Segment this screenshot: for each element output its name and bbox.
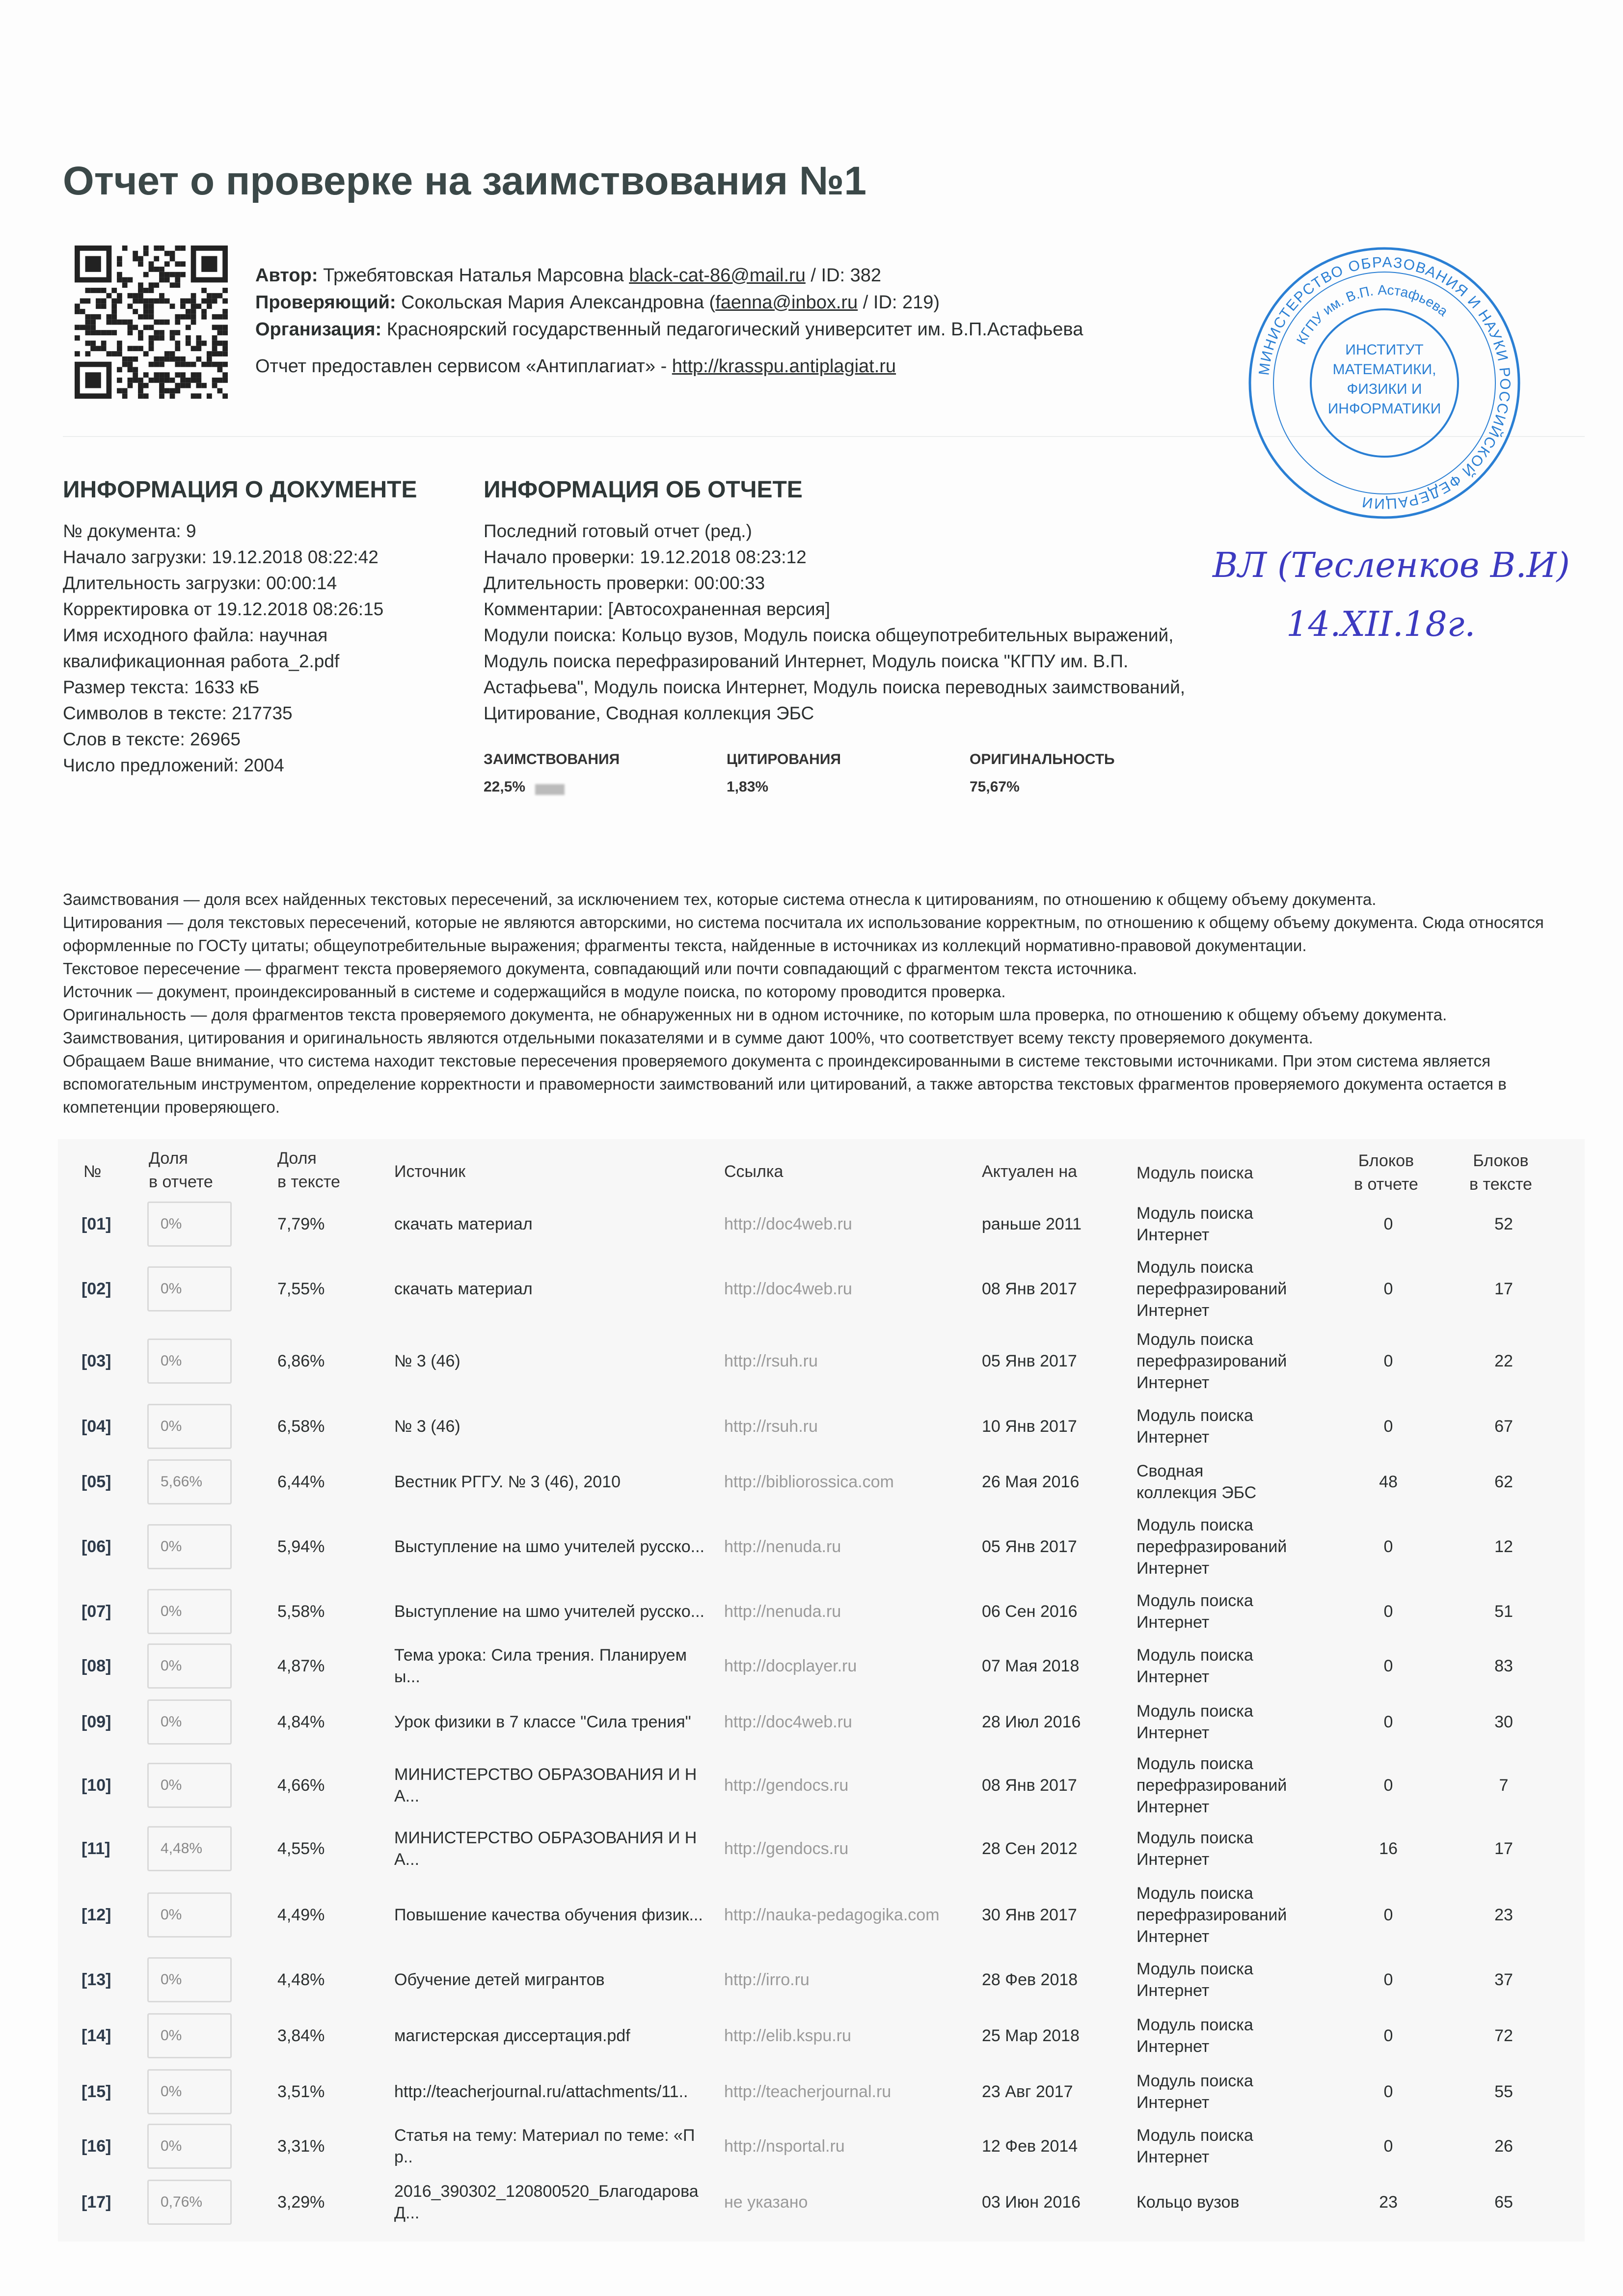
share-in-text: 6,86% [277, 1352, 325, 1370]
actual-date: 23 Авг 2017 [982, 2082, 1073, 2101]
table-row [58, 1582, 1585, 1641]
search-module: Модуль поиска Интернет [1136, 1829, 1253, 1869]
table-row [58, 1637, 1585, 1695]
row-number: [07] [81, 1602, 111, 1621]
share-in-text: 6,58% [277, 1417, 325, 1436]
actual-date: 28 Сен 2012 [982, 1839, 1078, 1858]
blocks-in-report: 23 [1379, 2193, 1398, 2212]
source-title[interactable]: МИНИСТЕРСТВО ОБРАЗОВАНИЯ И НА... [394, 1765, 697, 1805]
blocks-in-text: 7 [1499, 1776, 1509, 1795]
share-in-text: 6,44% [277, 1473, 325, 1491]
source-title[interactable]: http://teacherjournal.ru/attachments/11.. [394, 2082, 688, 2101]
handwritten-date: 14.XII.18г. [1286, 604, 1476, 644]
source-link[interactable]: http://nenuda.ru [724, 1602, 841, 1621]
share-in-text: 3,84% [277, 2026, 325, 2045]
share-in-text: 4,48% [277, 1970, 325, 1989]
doc-info-line: Символов в тексте: 217735 [63, 703, 293, 723]
source-link[interactable]: http://doc4web.ru [724, 1713, 852, 1731]
author-email-link[interactable]: black-cat-86@mail.ru [629, 265, 806, 286]
source-title[interactable]: Тема урока: Сила трения. Планируемы... [394, 1646, 687, 1686]
source-title[interactable]: Обучение детей мигрантов [394, 1970, 605, 1989]
row-number: [09] [81, 1713, 111, 1731]
doc-info-line: Длительность загрузки: 00:00:14 [63, 573, 337, 593]
table-row [58, 2062, 1585, 2121]
stamp-center-line: ИНФОРМАТИКИ [1327, 401, 1441, 417]
actual-date: 06 Сен 2016 [982, 1602, 1078, 1621]
share-in-report: 0% [147, 2069, 232, 2114]
share-in-report: 0% [147, 1339, 232, 1384]
blocks-in-text: 67 [1494, 1417, 1513, 1436]
table-row [58, 2173, 1585, 2232]
source-link[interactable]: http://doc4web.ru [724, 1280, 852, 1298]
share-in-text: 5,94% [277, 1537, 325, 1556]
actual-date: 05 Янв 2017 [982, 1352, 1077, 1370]
stat-bar [535, 784, 565, 795]
row-number: [10] [81, 1776, 111, 1795]
stamp-center-line: ИНСТИТУТ [1345, 342, 1424, 358]
source-link[interactable]: http://teacherjournal.ru [724, 2082, 892, 2101]
institute-stamp [1247, 246, 1522, 520]
col-blocks-report [1354, 1149, 1418, 1196]
table-row [58, 1332, 1585, 1391]
share-in-report: 0,76% [147, 2180, 232, 2225]
share-in-text: 5,58% [277, 1602, 325, 1621]
search-module: Модуль поиска Интернет [1136, 1646, 1253, 1686]
source-title[interactable]: Выступление на шмо учителей русско... [394, 1537, 705, 1556]
row-number: [16] [81, 2137, 111, 2156]
col-num: № [83, 1162, 102, 1181]
qr-code [75, 246, 228, 399]
definitions [63, 888, 1595, 1119]
row-number: [03] [81, 1352, 111, 1370]
header-line: Блоков [1358, 1151, 1414, 1170]
blocks-in-report: 0 [1383, 2082, 1393, 2101]
author-label: Автор: [255, 265, 318, 286]
report-info-line: Астафьева", Модуль поиска Интернет, Модуль поиска переводных заимствований, [484, 677, 1186, 697]
source-link[interactable]: http://irro.ru [724, 1970, 810, 1989]
share-in-report: 0% [147, 1957, 232, 2002]
source-link[interactable]: http://rsuh.ru [724, 1417, 818, 1436]
blocks-in-report: 0 [1383, 1352, 1393, 1370]
blocks-in-report: 0 [1383, 1713, 1393, 1731]
blocks-in-report: 0 [1383, 1602, 1393, 1621]
org-name: Красноярский государственный педагогический университет им. В.П.Астафьева [386, 319, 1083, 340]
stat-label: ЗАИМСТВОВАНИЯ [484, 751, 620, 767]
service-url-link[interactable]: http://krasspu.antiplagiat.ru [672, 356, 896, 377]
doc-info-line: Число предложений: 2004 [63, 755, 284, 775]
blocks-in-text: 52 [1494, 1215, 1513, 1233]
search-module: Модуль поиска перефразирований Интернет [1136, 1330, 1287, 1392]
share-in-report: 0% [147, 2013, 232, 2058]
stamp-outer-text: МИНИСТЕРСТВО ОБРАЗОВАНИЯ И НАУКИ РОССИЙСКОЙ ФЕДЕРАЦИИ [1256, 254, 1514, 512]
col-source: Источник [394, 1162, 466, 1181]
col-actual: Актуален на [982, 1162, 1078, 1181]
stamp-inner-text: КГПУ им. В.П. Астафьева [1293, 282, 1451, 347]
reviewer-line [255, 292, 940, 313]
report-info-list [484, 518, 1185, 726]
blocks-in-text: 65 [1494, 2193, 1513, 2212]
search-module: Сводная коллекция ЭБС [1136, 1462, 1257, 1502]
author-line [255, 265, 881, 286]
share-in-report: 4,48% [147, 1826, 232, 1871]
doc-info-line: Слов в тексте: 26965 [63, 729, 241, 749]
doc-info-heading: ИНФОРМАЦИЯ О ДОКУМЕНТЕ [63, 477, 417, 503]
org-label: Организация: [255, 319, 382, 340]
table-row [58, 1756, 1585, 1815]
col-module: Модуль поиска [1136, 1164, 1253, 1182]
blocks-in-text: 17 [1494, 1280, 1513, 1298]
definition-paragraph: Текстовое пересечение — фрагмент текста проверяемого документа, совпадающий или почти совпадающий с фрагментом текста источника. [63, 959, 1137, 978]
blocks-in-text: 37 [1494, 1970, 1513, 1989]
search-module: Модуль поиска Интернет [1136, 1204, 1253, 1244]
share-in-text: 3,31% [277, 2137, 325, 2156]
author-name: Тржебятовская Наталья Марсовна [323, 265, 624, 286]
search-module: Модуль поиска перефразирований Интернет [1136, 1516, 1287, 1578]
doc-info-line: Имя исходного файла: научная [63, 625, 328, 645]
doc-info-list [63, 518, 383, 778]
search-module: Модуль поиска Интернет [1136, 1960, 1253, 2000]
source-title[interactable]: Урок физики в 7 классе "Сила трения" [394, 1713, 691, 1731]
share-in-report: 5,66% [147, 1459, 232, 1504]
source-title[interactable]: Статья на тему: Материал по теме: «Пр.. [394, 2126, 695, 2166]
blocks-in-report: 0 [1383, 1215, 1393, 1233]
share-in-report: 0% [147, 1589, 232, 1634]
blocks-in-report: 16 [1379, 1839, 1398, 1858]
source-title[interactable]: скачать материал [394, 1280, 533, 1298]
search-module: Модуль поиска Интернет [1136, 2126, 1253, 2166]
share-in-report: 0% [147, 1266, 232, 1312]
col-share-report [149, 1147, 213, 1194]
stat-value: 75,67% [970, 779, 1020, 795]
share-in-text: 7,79% [277, 1215, 325, 1233]
author-id: / ID: 382 [811, 265, 882, 286]
stat-value: 1,83% [727, 779, 769, 795]
stat-value: 22,5% [484, 779, 526, 795]
blocks-in-text: 30 [1494, 1713, 1513, 1731]
search-module: Модуль поиска перефразирований Интернет [1136, 1258, 1287, 1320]
actual-date: 30 Янв 2017 [982, 1906, 1077, 1924]
report-info-line: Комментарии: [Автосохраненная версия] [484, 599, 830, 619]
definition-paragraph: Источник — документ, проиндексированный в системе и содержащийся в модуле поиска, по которому проводится проверка. [63, 983, 1006, 1001]
source-title[interactable]: № 3 (46) [394, 1417, 460, 1436]
reviewer-email-link[interactable]: faenna@inbox.ru [715, 292, 858, 313]
report-info-line: Начало проверки: 19.12.2018 08:23:12 [484, 547, 807, 567]
search-module: Модуль поиска Интернет [1136, 1406, 1253, 1447]
report-info-line: Модули поиска: Кольцо вузов, Модуль поиска общеупотребительных выражений, [484, 625, 1174, 645]
report-info-line: Модуль поиска перефразирований Интернет, Модуль поиска "КГПУ им. В.П. [484, 651, 1129, 671]
definition-paragraph: Заимствования — доля всех найденных текстовых пересечений, за исключением тех, которые система отнесла к цитированиям, по отношению к общему объему документа. [63, 890, 1377, 908]
share-in-text: 3,29% [277, 2193, 325, 2212]
row-number: [15] [81, 2082, 111, 2101]
report-info-line: Цитирование, Сводная коллекция ЭБС [484, 703, 814, 723]
source-title[interactable]: 2016_390302_120800520_БлагодароваД... [394, 2182, 699, 2222]
share-in-text: 4,66% [277, 1776, 325, 1795]
blocks-in-report: 0 [1383, 1417, 1393, 1436]
col-blocks-text [1469, 1149, 1532, 1196]
blocks-in-text: 17 [1494, 1839, 1513, 1858]
share-in-report: 0% [147, 1404, 232, 1449]
search-module: Модуль поиска Интернет [1136, 1591, 1253, 1632]
blocks-in-text: 72 [1494, 2026, 1513, 2045]
stat-label: ОРИГИНАЛЬНОСТЬ [970, 751, 1115, 767]
row-number: [13] [81, 1970, 111, 1989]
actual-date: 28 Июл 2016 [982, 1713, 1081, 1731]
table-row [58, 1452, 1585, 1511]
share-in-report: 0% [147, 1524, 232, 1569]
blocks-in-report: 0 [1383, 2026, 1393, 2045]
handwritten-signature: ВЛ (Тесленков В.И) [1213, 545, 1570, 585]
source-title[interactable]: магистерская диссертация.pdf [394, 2026, 630, 2045]
source-link[interactable]: http://nsportal.ru [724, 2137, 845, 2156]
share-in-text: 4,84% [277, 1713, 325, 1731]
source-link[interactable]: http://docplayer.ru [724, 1657, 857, 1675]
source-link[interactable]: http://nenuda.ru [724, 1537, 841, 1556]
definition-paragraph: Обращаем Ваше внимание, что система находит текстовые пересечения проверяемого документа с проиндексированными в системе текстовыми источниками. При этом система является вспомогательным инструментом, определение корректности и правомерности заимствований или цитирований, а также авторства текстовых фрагментов проверяемого документа остается в компетенции проверяющего. [63, 1052, 1507, 1116]
search-module: Модуль поиска перефразирований Интернет [1136, 1884, 1287, 1946]
source-link[interactable]: http://nauka-pedagogika.com [724, 1906, 940, 1924]
table-row [58, 2006, 1585, 2065]
actual-date: 25 Мар 2018 [982, 2026, 1080, 2045]
reviewer-id: / ID: 219) [863, 292, 940, 313]
blocks-in-text: 23 [1494, 1906, 1513, 1924]
row-number: [06] [81, 1537, 111, 1556]
source-title[interactable]: МИНИСТЕРСТВО ОБРАЗОВАНИЯ И НА... [394, 1829, 697, 1869]
table-row [58, 1693, 1585, 1751]
source-link[interactable]: http://bibliorossica.com [724, 1473, 894, 1491]
share-in-text: 4,55% [277, 1839, 325, 1858]
search-module: Модуль поиска Интернет [1136, 2072, 1253, 2112]
source-title[interactable]: Выступление на шмо учителей русско... [394, 1602, 705, 1621]
page-title: Отчет о проверке на заимствования №1 [63, 159, 866, 203]
report-info-line: Последний готовый отчет (ред.) [484, 521, 752, 541]
actual-date: 26 Мая 2016 [982, 1473, 1080, 1491]
blocks-in-text: 22 [1494, 1352, 1513, 1370]
blocks-in-text: 83 [1494, 1657, 1513, 1675]
row-number: [17] [81, 2193, 111, 2212]
actual-date: 08 Янв 2017 [982, 1776, 1077, 1795]
header-line: в отчете [149, 1173, 213, 1191]
blocks-in-text: 62 [1494, 1473, 1513, 1491]
source-link[interactable]: http://gendocs.ru [724, 1839, 849, 1858]
sources-table [58, 1139, 1585, 2241]
doc-info-line: квалификационная работа_2.pdf [63, 651, 340, 671]
source-title[interactable]: Вестник РГГУ. № 3 (46), 2010 [394, 1473, 621, 1491]
header-line: в тексте [277, 1173, 340, 1191]
row-number: [04] [81, 1417, 111, 1436]
table-row [58, 1259, 1585, 1318]
row-number: [14] [81, 2026, 111, 2045]
report-info-heading: ИНФОРМАЦИЯ ОБ ОТЧЕТЕ [484, 477, 803, 503]
source-link[interactable]: http://rsuh.ru [724, 1352, 818, 1370]
row-number: [08] [81, 1657, 111, 1675]
table-row [58, 1950, 1585, 2009]
blocks-in-report: 0 [1383, 1906, 1393, 1924]
share-in-report: 0% [147, 1699, 232, 1745]
stat-borrowings [484, 751, 620, 795]
doc-info-line: Размер текста: 1633 кБ [63, 677, 260, 697]
source-title[interactable]: № 3 (46) [394, 1352, 460, 1370]
source-link[interactable]: http://elib.kspu.ru [724, 2026, 851, 2045]
service-text: Отчет предоставлен сервисом «Антиплагиат» - [255, 356, 667, 377]
actual-date: 08 Янв 2017 [982, 1280, 1077, 1298]
stat-label: ЦИТИРОВАНИЯ [727, 751, 841, 767]
row-number: [05] [81, 1473, 111, 1491]
blocks-in-report: 48 [1379, 1473, 1398, 1491]
col-share-text [277, 1147, 340, 1194]
search-module: Модуль поиска перефразирований Интернет [1136, 1754, 1287, 1816]
blocks-in-report: 0 [1383, 1657, 1393, 1675]
stat-citations [727, 751, 841, 795]
header-line: Доля [149, 1149, 188, 1168]
share-in-report: 0% [147, 1643, 232, 1689]
share-in-report: 0% [147, 1202, 232, 1247]
header-line: в отчете [1354, 1175, 1418, 1194]
share-in-text: 7,55% [277, 1280, 325, 1298]
share-in-text: 4,87% [277, 1657, 325, 1675]
definition-paragraph: Заимствования, цитирования и оригинальность являются отдельными показателями и в сумме дают 100%, что соответствует всему тексту проверяемого документа. [63, 1029, 1313, 1047]
actual-date: 10 Янв 2017 [982, 1417, 1077, 1436]
blocks-in-text: 26 [1494, 2137, 1513, 2156]
doc-info-line: № документа: 9 [63, 521, 196, 541]
reviewer-name: Сокольская Мария Александровна ( [401, 292, 716, 313]
blocks-in-report: 0 [1383, 1537, 1393, 1556]
table-row [58, 1819, 1585, 1878]
row-number: [02] [81, 1280, 111, 1298]
actual-date: 07 Мая 2018 [982, 1657, 1080, 1675]
blocks-in-report: 0 [1383, 1970, 1393, 1989]
row-number: [12] [81, 1906, 111, 1924]
doc-info-line: Корректировка от 19.12.2018 08:26:15 [63, 599, 384, 619]
header-line: Блоков [1473, 1151, 1529, 1170]
stamp-center-line: МАТЕМАТИКИ, [1332, 361, 1436, 378]
header-line: в тексте [1469, 1175, 1532, 1194]
search-module: Модуль поиска Интернет [1136, 1702, 1253, 1742]
row-number: [11] [81, 1839, 110, 1858]
doc-info-line: Начало загрузки: 19.12.2018 08:22:42 [63, 547, 379, 567]
stat-originality [970, 751, 1115, 795]
actual-date: раньше 2011 [982, 1215, 1082, 1233]
search-module: Модуль поиска Интернет [1136, 2016, 1253, 2056]
organization-line [255, 319, 1083, 340]
actual-date: 03 Июн 2016 [982, 2193, 1081, 2212]
blocks-in-text: 12 [1494, 1537, 1513, 1556]
table-row [58, 1886, 1585, 1944]
stamp-center-line: ФИЗИКИ И [1347, 381, 1422, 397]
actual-date: 05 Янв 2017 [982, 1537, 1077, 1556]
share-in-text: 4,49% [277, 1906, 325, 1924]
row-number: [01] [81, 1215, 111, 1233]
col-link: Ссылка [724, 1162, 784, 1181]
share-in-report: 0% [147, 1892, 232, 1938]
blocks-in-report: 0 [1383, 1776, 1393, 1795]
definition-paragraph: Оригинальность — доля фрагментов текста проверяемого документа, не обнаруженных ни в одном источнике, по которым шла проверка, по отношению к общему объему документа. [63, 1006, 1447, 1024]
report-info-line: Длительность проверки: 00:00:33 [484, 573, 765, 593]
reviewer-label: Проверяющий: [255, 292, 396, 313]
source-title[interactable]: скачать материал [394, 1215, 533, 1233]
share-in-text: 3,51% [277, 2082, 325, 2101]
service-line [255, 356, 896, 377]
table-row [58, 1397, 1585, 1456]
search-module: Кольцо вузов [1136, 2193, 1240, 2212]
source-title[interactable]: Повышение качества обучения физик... [394, 1906, 703, 1924]
source-link[interactable]: http://doc4web.ru [724, 1215, 852, 1233]
table-row [58, 1195, 1585, 1254]
table-row [58, 2117, 1585, 2176]
header-line: Доля [277, 1149, 317, 1168]
blocks-in-report: 0 [1383, 1280, 1393, 1298]
actual-date: 12 Фев 2014 [982, 2137, 1078, 2156]
blocks-in-report: 0 [1383, 2137, 1393, 2156]
source-link[interactable]: http://gendocs.ru [724, 1776, 849, 1795]
blocks-in-text: 51 [1494, 1602, 1513, 1621]
share-in-report: 0% [147, 1763, 232, 1808]
share-in-report: 0% [147, 2124, 232, 2169]
definition-paragraph: Цитирования — доля текстовых пересечений, которые не являются авторскими, но система посчитала их использование корректным, по отношению к общему объему документа. Сюда относятся оформленные по ГОСТу цитаты; общеупотребительные выражения; фрагменты текста, найденные в источниках из коллекций нормативно-правовой документации. [63, 913, 1544, 955]
blocks-in-text: 55 [1494, 2082, 1513, 2101]
actual-date: 28 Фев 2018 [982, 1970, 1078, 1989]
source-link[interactable]: не указано [724, 2193, 808, 2212]
table-row [58, 1517, 1585, 1576]
